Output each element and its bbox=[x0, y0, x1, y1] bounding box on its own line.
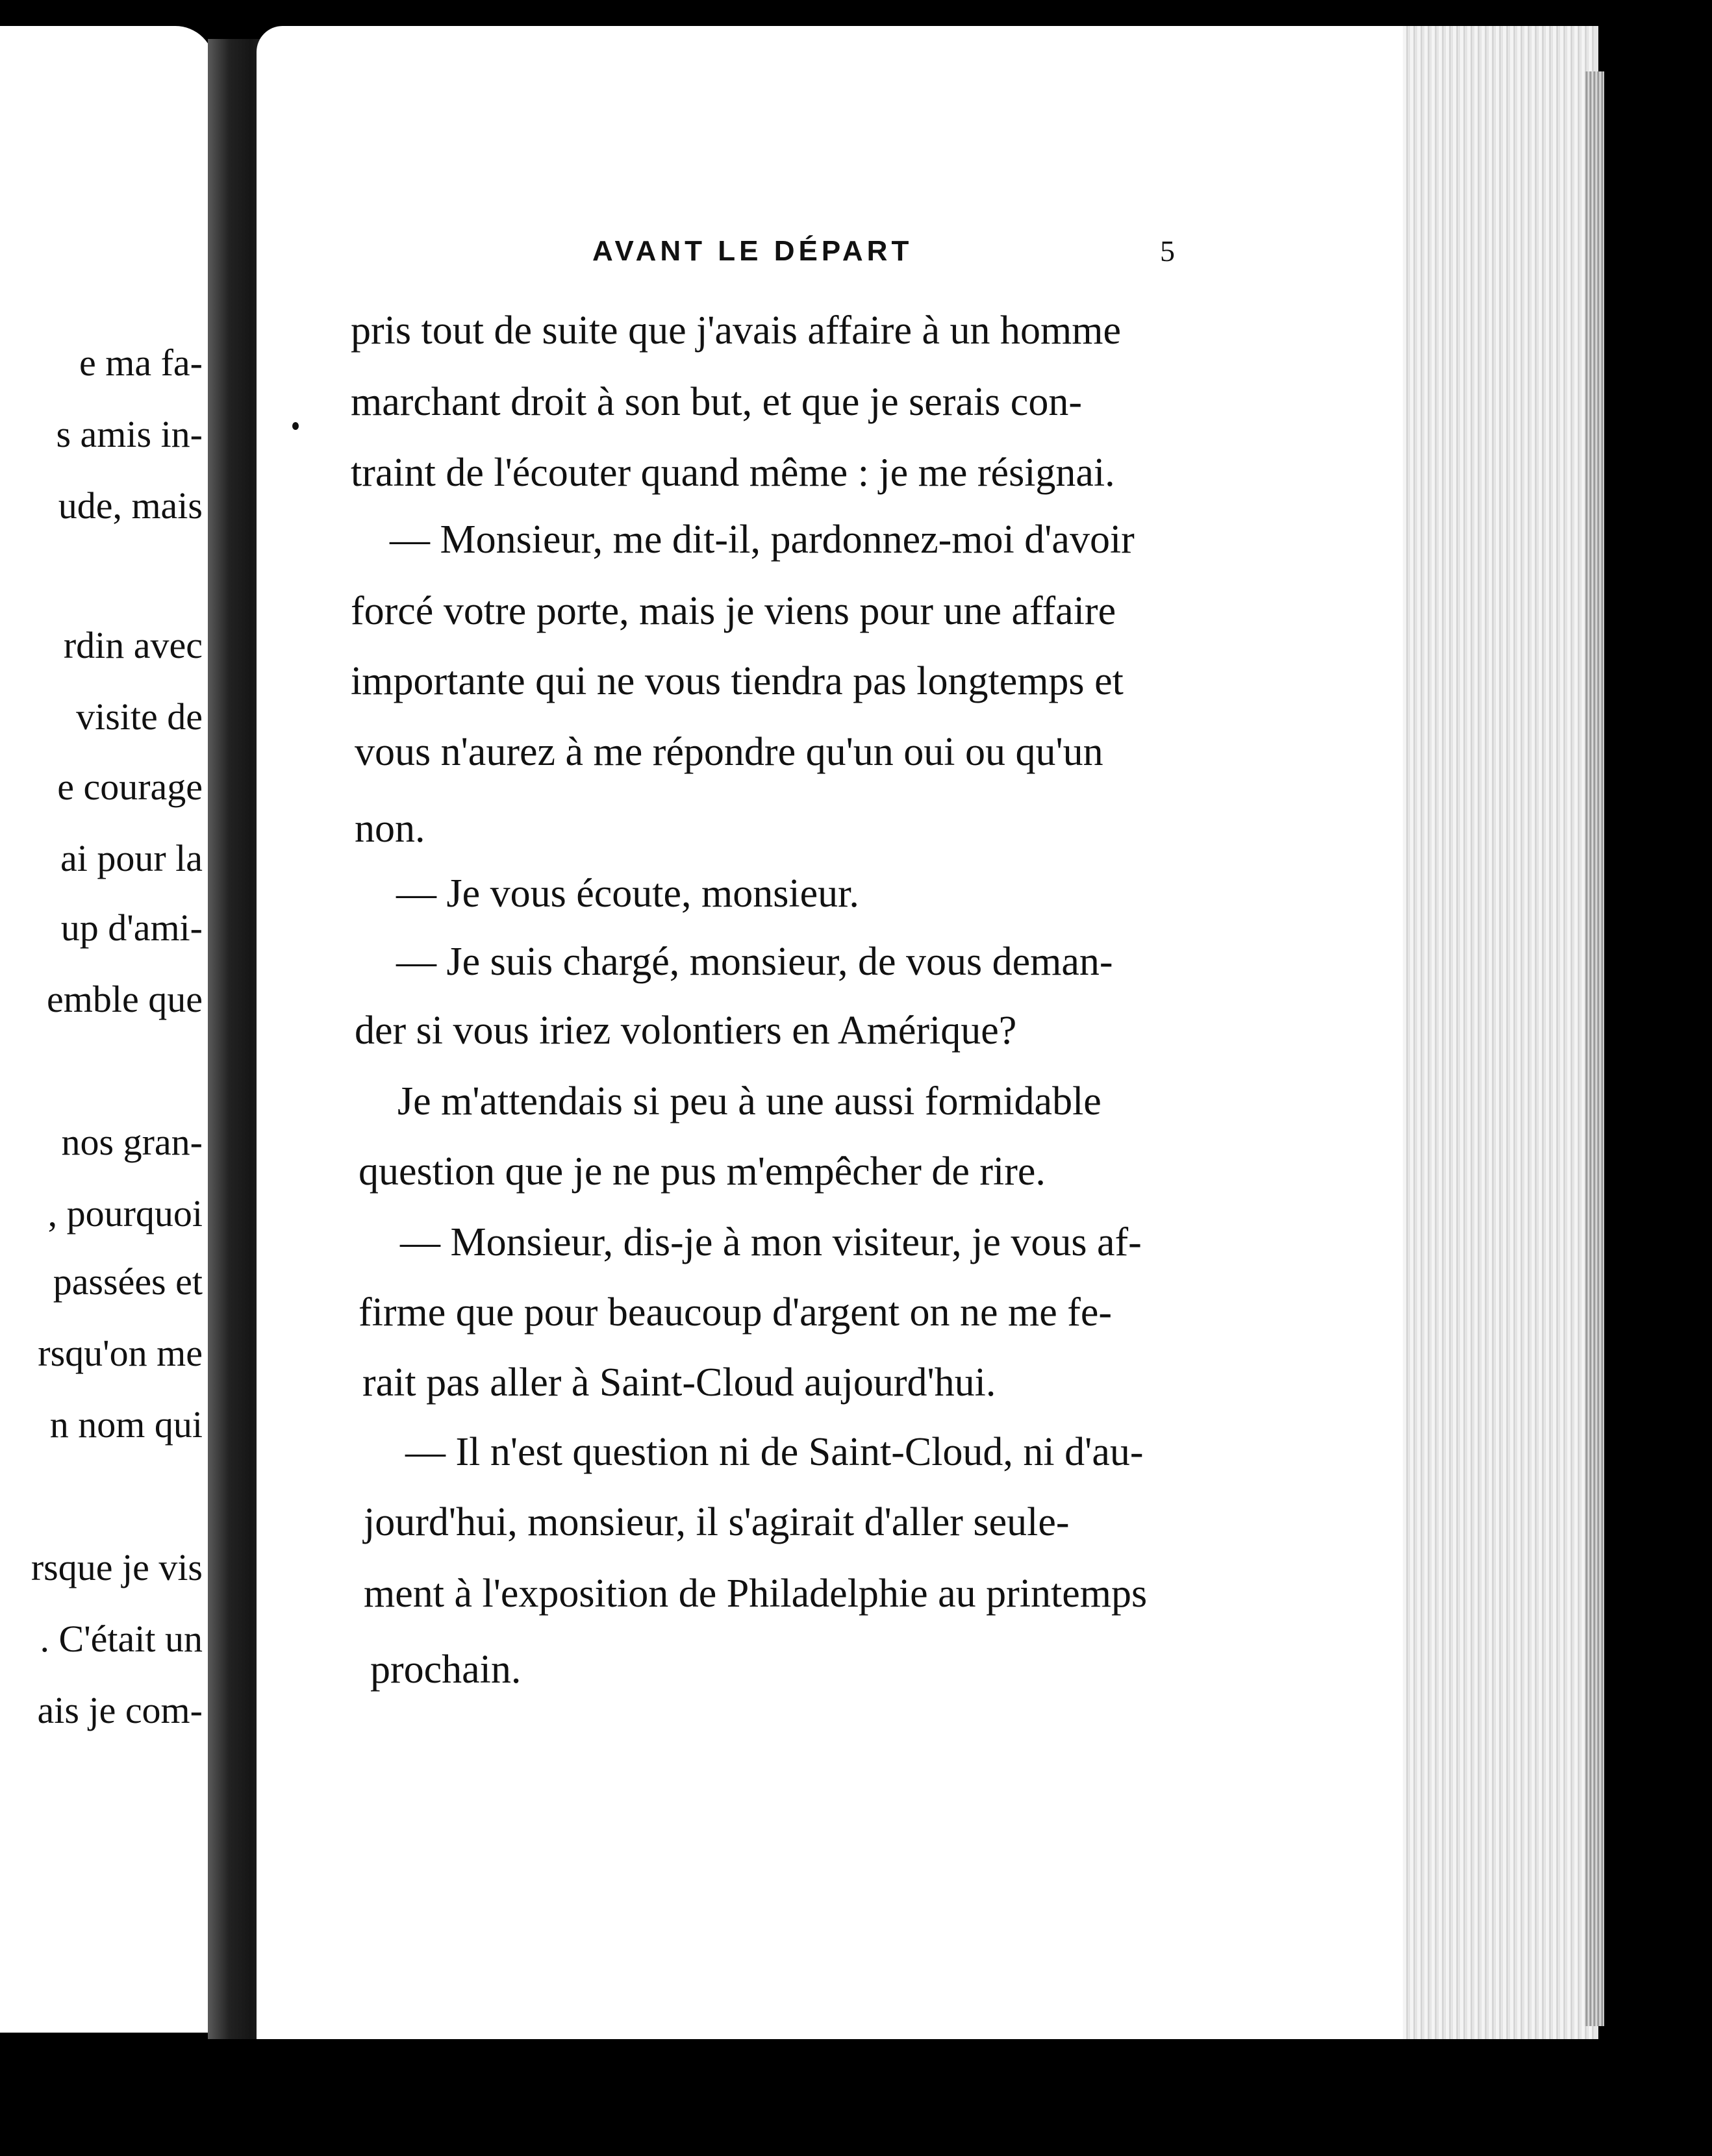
text-line: vous n'aurez à me répondre qu'un oui ou qu'un bbox=[355, 730, 1103, 774]
left-text-line: e ma fa- bbox=[79, 342, 203, 384]
left-text-line: ude, mais bbox=[58, 484, 203, 527]
left-text-line: rsqu'on me bbox=[38, 1332, 203, 1374]
text-line: — Je suis chargé, monsieur, de vous deman- bbox=[396, 940, 1113, 984]
left-text-line: rsque je vis bbox=[31, 1546, 203, 1588]
left-text-line: rdin avec bbox=[63, 624, 203, 666]
left-text-line: , pourquoi bbox=[47, 1192, 203, 1235]
text-line: importante qui ne vous tiendra pas longtemps et bbox=[351, 659, 1124, 703]
running-head: AVANT LE DÉPART bbox=[592, 235, 913, 267]
text-line: prochain. bbox=[370, 1648, 522, 1692]
text-line: — Monsieur, me dit-il, pardonnez-moi d'avoir bbox=[390, 518, 1135, 562]
text-line: non. bbox=[355, 807, 425, 851]
text-line: der si vous iriez volontiers en Amérique? bbox=[355, 1009, 1017, 1053]
left-text-line: passées et bbox=[53, 1260, 203, 1303]
page-fore-edge bbox=[1403, 26, 1598, 2039]
text-line: question que je ne pus m'empêcher de rire. bbox=[359, 1149, 1046, 1194]
text-line: rait pas aller à Saint-Cloud aujourd'hui. bbox=[362, 1360, 996, 1405]
page-number: 5 bbox=[1160, 234, 1175, 268]
text-line: traint de l'écouter quand même : je me résignai. bbox=[351, 451, 1115, 495]
page-edge-strip bbox=[1585, 71, 1604, 2026]
text-line: pris tout de suite que j'avais affaire à un homme bbox=[351, 308, 1121, 353]
margin-mark bbox=[292, 422, 299, 430]
text-line: forcé votre porte, mais je viens pour une affaire bbox=[351, 589, 1116, 633]
text-line: — Monsieur, dis-je à mon visiteur, je vous af- bbox=[400, 1220, 1142, 1264]
text-line: jourd'hui, monsieur, il s'agirait d'aller seule- bbox=[364, 1500, 1070, 1544]
text-line: Je m'attendais si peu à une aussi formidable bbox=[397, 1079, 1101, 1123]
left-text-line: up d'ami- bbox=[60, 907, 203, 949]
left-text-line: emble que bbox=[47, 978, 203, 1020]
text-line: firme que pour beaucoup d'argent on ne me fe- bbox=[359, 1290, 1113, 1335]
left-text-line: ai pour la bbox=[60, 837, 203, 879]
left-text-line: ais je com- bbox=[37, 1689, 203, 1731]
left-page bbox=[0, 26, 214, 2033]
left-text-line: visite de bbox=[76, 696, 203, 738]
text-line: — Je vous écoute, monsieur. bbox=[396, 871, 859, 916]
left-text-line: s amis in- bbox=[56, 413, 203, 455]
text-line: — Il n'est question ni de Saint-Cloud, ni d'au- bbox=[405, 1430, 1144, 1474]
left-text-line: e courage bbox=[57, 766, 203, 808]
text-line: marchant droit à son but, et que je serais con- bbox=[351, 380, 1082, 424]
left-text-line: n nom qui bbox=[49, 1403, 203, 1446]
left-text-line: . C'était un bbox=[40, 1618, 203, 1660]
left-text-line: nos gran- bbox=[61, 1121, 203, 1163]
text-line: ment à l'exposition de Philadelphie au printemps bbox=[364, 1572, 1148, 1616]
